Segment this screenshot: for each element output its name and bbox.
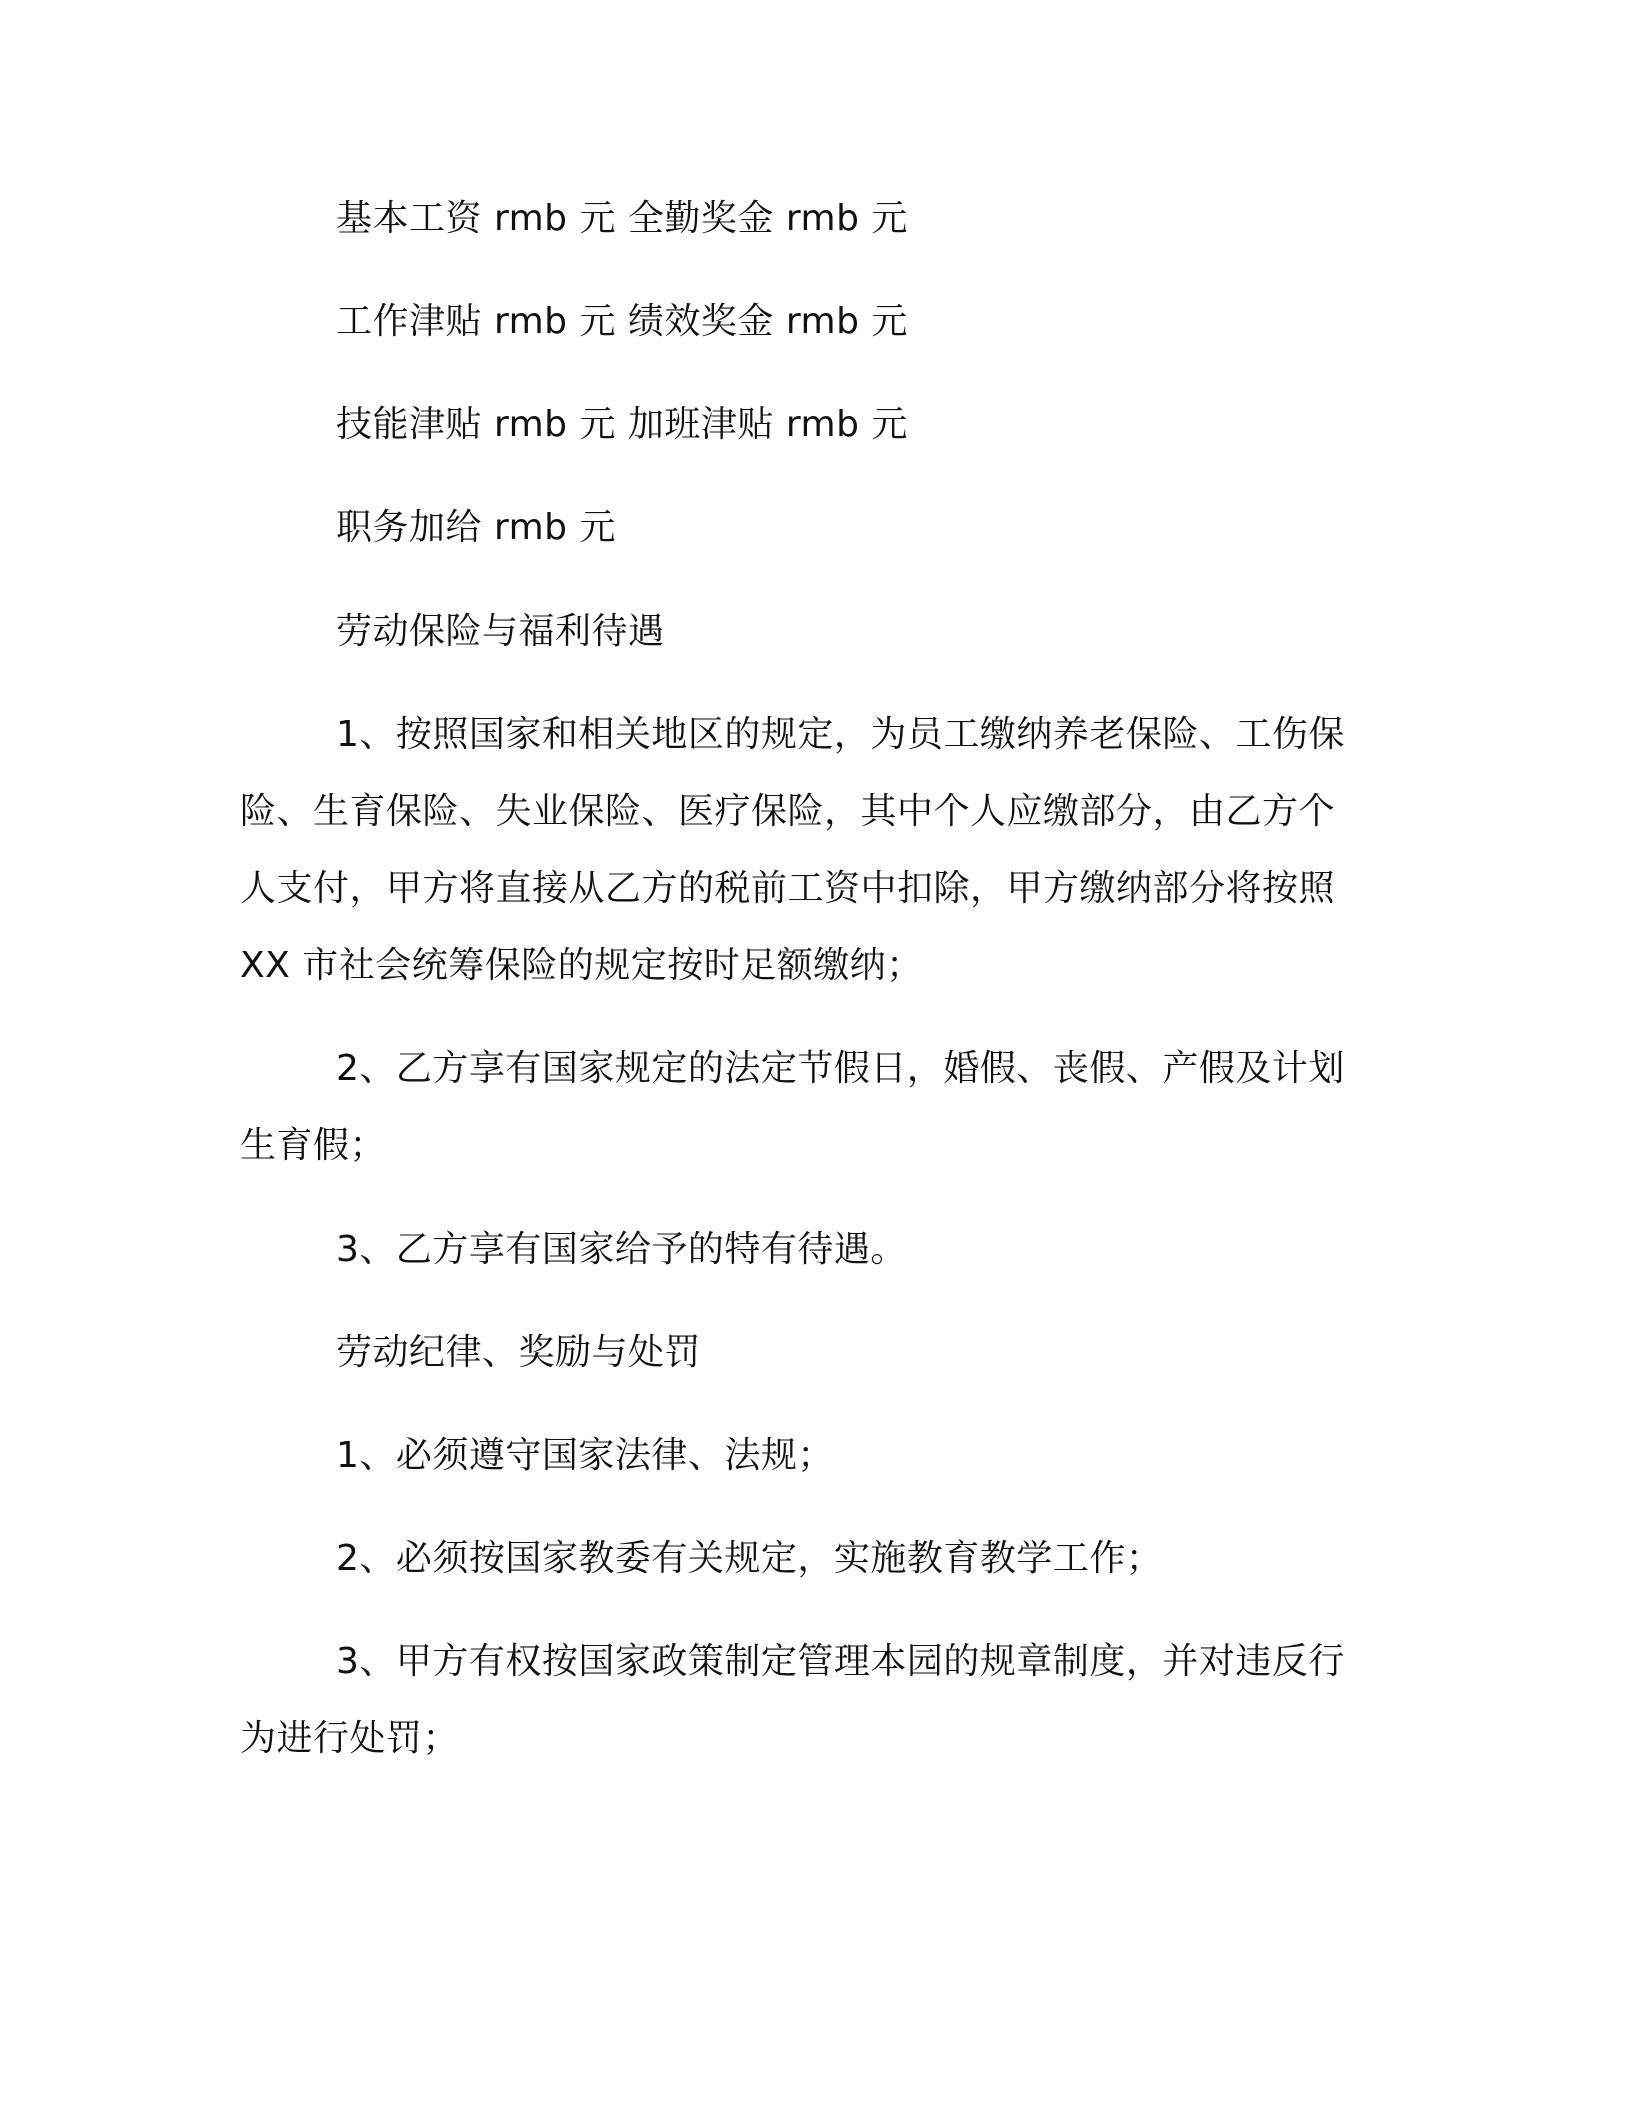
- section-heading-insurance: 劳动保险与福利待遇: [336, 611, 665, 652]
- discipline-item-3-line-1: 3、甲方有权按国家政策制定管理本园的规章制度，并对违反行: [336, 1641, 1345, 1682]
- insurance-item-1-line-2: 险、生育保险、失业保险、医疗保险，其中个人应缴部分，由乙方个: [240, 791, 1336, 832]
- discipline-item-3-line-2: 为进行处罚；: [240, 1718, 460, 1759]
- salary-line-basic: 基本工资 rmb 元 全勤奖金 rmb 元: [336, 198, 908, 239]
- insurance-item-3: 3、乙方享有国家给予的特有待遇。: [336, 1229, 907, 1270]
- salary-line-position: 职务加给 rmb 元: [336, 507, 616, 548]
- insurance-item-1-line-4: XX 市社会统筹保险的规定按时足额缴纳；: [240, 945, 923, 986]
- salary-line-allowance: 工作津贴 rmb 元 绩效奖金 rmb 元: [336, 301, 908, 342]
- insurance-item-1-line-1: 1、按照国家和相关地区的规定，为员工缴纳养老保险、工伤保: [336, 714, 1345, 755]
- insurance-item-1-line-3: 人支付，甲方将直接从乙方的税前工资中扣除，甲方缴纳部分将按照: [240, 868, 1336, 909]
- salary-line-skill: 技能津贴 rmb 元 加班津贴 rmb 元: [336, 404, 908, 445]
- section-heading-discipline: 劳动纪律、奖励与处罚: [336, 1332, 702, 1373]
- insurance-item-2-line-1: 2、乙方享有国家规定的法定节假日，婚假、丧假、产假及计划: [336, 1048, 1345, 1089]
- insurance-item-2-line-2: 生育假；: [240, 1125, 387, 1166]
- discipline-item-2: 2、必须按国家教委有关规定，实施教育教学工作；: [336, 1538, 1163, 1579]
- discipline-item-1: 1、必须遵守国家法律、法规；: [336, 1435, 834, 1476]
